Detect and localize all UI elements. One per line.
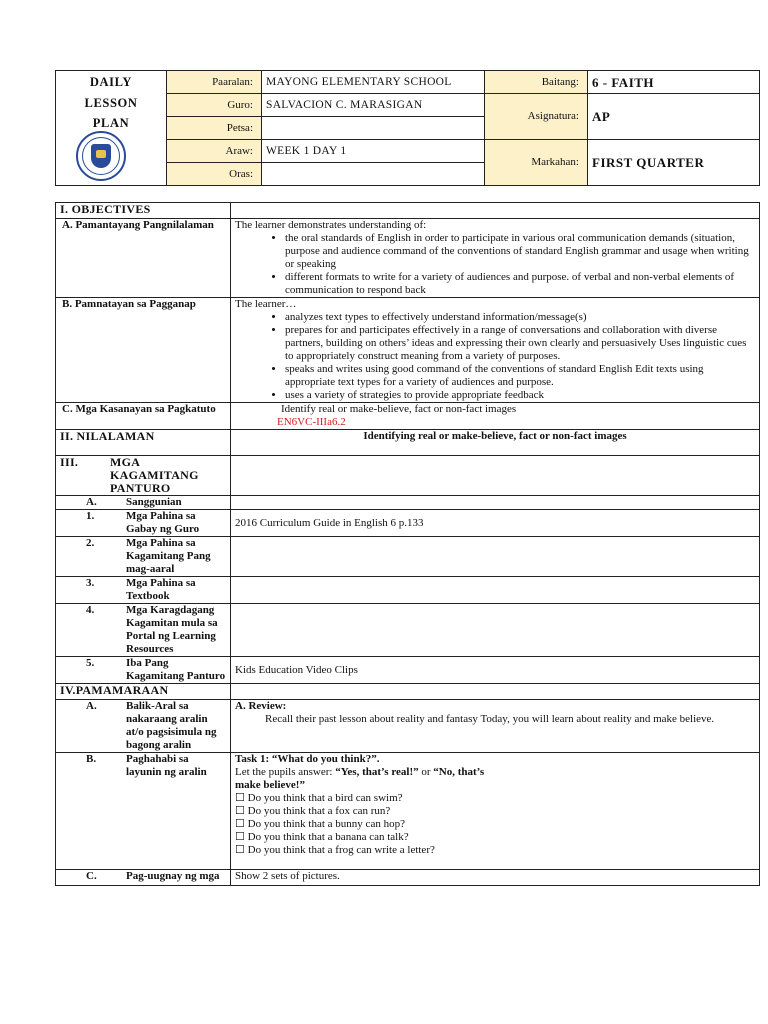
procedure-a-content bbox=[231, 700, 760, 753]
procedure-b-label: Paghahabi sa layunin ng aralin bbox=[126, 753, 207, 778]
material-item-label: Mga Karagdagang Kagamitan mula sa Portal ng Learning Resources bbox=[126, 604, 218, 655]
objectives-heading-blank bbox=[231, 203, 760, 219]
asignatura-value: AP bbox=[588, 94, 760, 140]
paaralan-value: MAYONG ELEMENTARY SCHOOL bbox=[262, 71, 485, 94]
objective-c-code: EN6VC-IIIa6.2 bbox=[277, 416, 346, 428]
objective-b-list bbox=[235, 311, 755, 402]
objective-b-bullet: • speaks and writes using good command of the conventions of standard English Edit texts using appropriate text types for a variety of audiences and purpose. bbox=[285, 363, 755, 389]
checkbox-icon: ☐ bbox=[235, 818, 245, 830]
objective-b-intro: The learner… bbox=[235, 298, 297, 310]
guro-value: SALVACION C. MARASIGAN bbox=[262, 94, 485, 117]
task-instruction-text: Let the pupils answer: bbox=[235, 766, 336, 778]
question-item bbox=[235, 818, 755, 831]
question-text: Do you think that a bunny can hop? bbox=[247, 818, 405, 830]
procedure-c-label: Pag-uugnay ng mga bbox=[126, 870, 220, 882]
sanggunian-label-cell bbox=[56, 496, 231, 510]
question-text: Do you think that a bird can swim? bbox=[247, 792, 403, 804]
material-item-num: 1. bbox=[86, 510, 95, 522]
objective-c-text: Identify real or make-believe, fact or non-fact images bbox=[281, 403, 517, 415]
header-table bbox=[55, 70, 760, 186]
nilalaman-value: Identifying real or make-believe, fact or non-fact images bbox=[231, 430, 760, 456]
objective-a-list bbox=[235, 232, 755, 297]
question-item bbox=[235, 831, 755, 844]
nilalaman-label: II. NILALAMAN bbox=[56, 430, 231, 456]
dlp-title-line-3: PLAN bbox=[92, 116, 130, 130]
dlp-title-line-2: LESSON bbox=[84, 96, 138, 110]
kagamitan-label-cell bbox=[56, 456, 231, 496]
objectives-heading: I. OBJECTIVES bbox=[56, 203, 231, 219]
objective-a-content bbox=[231, 219, 760, 298]
task-title: Task 1: “What do you think?”. bbox=[235, 753, 380, 765]
pamamaraan-label: IV.PAMAMARAAN bbox=[56, 684, 231, 700]
kagamitan-num: III. bbox=[60, 455, 79, 469]
material-item-label-cell bbox=[56, 577, 231, 604]
baitang-label: Baitang: bbox=[485, 71, 588, 94]
sanggunian-blank bbox=[231, 496, 760, 510]
procedure-b-label-cell bbox=[56, 753, 231, 870]
material-item-value bbox=[231, 537, 760, 577]
checkbox-icon: ☐ bbox=[235, 831, 245, 843]
answer-make-believe: “No, that’s make believe!” bbox=[235, 766, 485, 791]
oras-value bbox=[262, 163, 485, 186]
material-item-label: Iba Pang Kagamitang Panturo bbox=[126, 657, 226, 682]
lesson-plan-table bbox=[55, 202, 760, 886]
markahan-label: Markahan: bbox=[485, 140, 588, 186]
markahan-value: FIRST QUARTER bbox=[588, 140, 760, 186]
petsa-label: Petsa: bbox=[167, 117, 262, 140]
objective-b-bullet: • prepares for and participates effectively in a range of conversations and collaboration with diverse partners, building on others’ ideas and expressing their own clearly and persuasively Uses linguistic cues to appropriately construct meaning from a variety of purposes. bbox=[285, 324, 755, 363]
procedure-a-num: A. bbox=[86, 700, 97, 712]
pamamaraan-blank bbox=[231, 684, 760, 700]
material-item-value: 2016 Curriculum Guide in English 6 p.133 bbox=[231, 510, 760, 537]
objective-a-intro: The learner demonstrates understanding of: bbox=[235, 219, 427, 231]
kagamitan-label: MGA KAGAMITANG PANTURO bbox=[110, 455, 199, 495]
material-item-value bbox=[231, 604, 760, 657]
review-title: A. Review: bbox=[235, 700, 287, 712]
guro-label: Guro: bbox=[167, 94, 262, 117]
objective-a-bullet: • different formats to write for a variety of audiences and purpose. of verbal and non-verbal elements of communication to respond back bbox=[285, 271, 755, 297]
deped-seal-icon bbox=[76, 131, 126, 181]
material-item-label: Mga Pahina sa Kagamitang Pang mag-aaral bbox=[126, 537, 211, 575]
task-instruction bbox=[235, 766, 505, 792]
material-item-num: 5. bbox=[86, 657, 95, 669]
material-item-num: 2. bbox=[86, 537, 95, 549]
asignatura-label: Asignatura: bbox=[485, 94, 588, 140]
objective-a-bullet: • the oral standards of English in order to participate in various oral communication demands (situation, purpose and audience command of the conventions of standard English grammar and usage when writing or speaking bbox=[285, 232, 755, 271]
araw-label: Araw: bbox=[167, 140, 262, 163]
review-text: Recall their past lesson about reality and fantasy Today, you will learn about reality and make believe. bbox=[265, 713, 715, 725]
objective-b-content bbox=[231, 298, 760, 403]
question-item bbox=[235, 792, 755, 805]
paaralan-label: Paaralan: bbox=[167, 71, 262, 94]
procedure-b-content bbox=[231, 753, 760, 870]
material-item-num: 3. bbox=[86, 577, 95, 589]
dlp-title-line-1: DAILY bbox=[89, 75, 133, 89]
material-item-label: Mga Pahina sa Gabay ng Guro bbox=[126, 510, 200, 535]
objective-b-bullet: • analyzes text types to effectively understand information/message(s) bbox=[285, 311, 755, 324]
baitang-value: 6 - FAITH bbox=[588, 71, 760, 94]
procedure-c-content: Show 2 sets of pictures. bbox=[231, 870, 760, 886]
material-item-label-cell bbox=[56, 657, 231, 684]
objective-c-label: C. Mga Kasanayan sa Pagkatuto bbox=[56, 403, 231, 430]
petsa-value bbox=[262, 117, 485, 140]
material-item-value: Kids Education Video Clips bbox=[231, 657, 760, 684]
checkbox-icon: ☐ bbox=[235, 805, 245, 817]
procedure-b-num: B. bbox=[86, 753, 97, 765]
material-item-label-cell bbox=[56, 604, 231, 657]
araw-value: WEEK 1 DAY 1 bbox=[262, 140, 485, 163]
checkbox-icon: ☐ bbox=[235, 844, 245, 856]
material-item-value bbox=[231, 577, 760, 604]
checkbox-icon: ☐ bbox=[235, 792, 245, 804]
material-item-label-cell bbox=[56, 537, 231, 577]
kagamitan-blank bbox=[231, 456, 760, 496]
objective-b-label: B. Pamnatayan sa Pagganap bbox=[56, 298, 231, 403]
procedure-c-num: C. bbox=[86, 870, 97, 882]
objective-a-label: A. Pamantayang Pangnilalaman bbox=[56, 219, 231, 298]
answer-or: or bbox=[418, 766, 434, 778]
procedure-a-label: Balik-Aral sa nakaraang aralin at/o pagsisimula ng bagong aralin bbox=[126, 700, 217, 751]
sanggunian-label: Sanggunian bbox=[126, 496, 182, 508]
question-text: Do you think that a banana can talk? bbox=[247, 831, 409, 843]
objective-b-bullet: • uses a variety of strategies to provide appropriate feedback bbox=[285, 389, 755, 402]
question-item bbox=[235, 844, 755, 857]
oras-label: Oras: bbox=[167, 163, 262, 186]
objective-c-content bbox=[231, 403, 760, 430]
material-item-num: 4. bbox=[86, 604, 95, 616]
dlp-title-cell bbox=[56, 71, 167, 186]
question-text: Do you think that a frog can write a letter? bbox=[247, 844, 435, 856]
procedure-c-label-cell bbox=[56, 870, 231, 886]
question-text: Do you think that a fox can run? bbox=[247, 805, 391, 817]
material-item-label-cell bbox=[56, 510, 231, 537]
procedure-a-label-cell bbox=[56, 700, 231, 753]
answer-real: “Yes, that’s real!” bbox=[335, 766, 419, 778]
sanggunian-num: A. bbox=[86, 496, 97, 508]
material-item-label: Mga Pahina sa Textbook bbox=[126, 577, 196, 602]
question-item bbox=[235, 805, 755, 818]
